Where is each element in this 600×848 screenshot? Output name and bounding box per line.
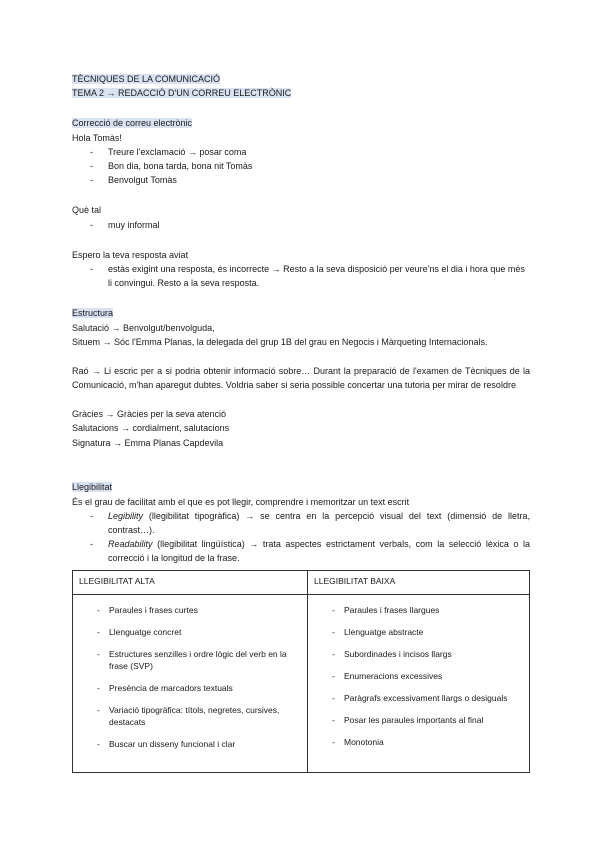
que-tal-list <box>72 218 530 232</box>
document-title: TÈCNIQUES DE LA COMUNICACIÓ <box>72 74 221 84</box>
column-header-baixa: LLEGIBILITAT BAIXA <box>308 571 530 595</box>
list-item: - Llenguatge abstracte <box>314 626 523 638</box>
list-item: - Paraules i frases llargues <box>314 604 523 616</box>
list-item: - Paraules i frases curtes <box>79 604 301 616</box>
section-heading-estructura: Estructura <box>72 308 114 318</box>
llegibilitat-table <box>72 570 530 773</box>
list-item <box>72 537 530 565</box>
list-item: - Paràgrafs excessivament llargs o desiguals <box>314 692 523 704</box>
cell-alta <box>73 595 308 773</box>
list-item: - Benvolgut Tomàs <box>72 173 530 187</box>
list-item: - Subordinades i incisos llargs <box>314 648 523 660</box>
readability-term: Readability <box>108 539 153 549</box>
list-item: - Monotonia <box>314 736 523 748</box>
que-tal-text: Què tal <box>72 205 102 215</box>
list-item: - Buscar un disseny funcional i clar <box>79 738 301 750</box>
legibility-desc: (llegibilitat tipogràfica) → se centra en la percepció visual del text (dimensió de lletra, contrast…). <box>108 511 530 535</box>
section-heading-llegibilitat: Llegibilitat <box>72 482 113 492</box>
situem-line: Situem → Sóc l'Emma Planas, la delegada del grup 1B del grau en Negocis i Màrqueting Internacionals. <box>72 337 488 347</box>
document-subtitle: TEMA 2 → REDACCIÓ D'UN CORREU ELECTRÒNIC <box>72 88 292 98</box>
list-item: - Presència de marcadors textuals <box>79 682 301 694</box>
salutacio-line: Salutació → Benvolgut/benvolguda, <box>72 322 215 333</box>
list-item: - Bon dia, bona tarda, bona nit Tomàs <box>72 159 530 173</box>
llegibilitat-list <box>72 509 530 565</box>
gracies-line: Gràcies → Gràcies per la seva atenció <box>72 408 227 419</box>
readability-desc: (llegibilitat lingüística) → trata aspectes estrictament verbals, com la selecció lèxica o la correcció i la longitud de la frase. <box>108 539 530 563</box>
salutacions-line: Salutacions → cordialment, salutacions <box>72 423 230 433</box>
document-page <box>72 72 530 565</box>
legibility-term: Legibility <box>108 511 144 521</box>
list-item <box>72 509 530 537</box>
espero-list <box>72 262 530 290</box>
espero-text: Espero la teva resposta aviat <box>72 249 189 260</box>
list-item: - Posar les paraules importants al final <box>314 714 523 726</box>
column-header-alta: LLEGIBILITAT ALTA <box>73 571 308 595</box>
list-item: - muy informal <box>72 218 530 232</box>
greeting-text: Hola Tomàs! <box>72 132 122 143</box>
rao-paragraph: Raó → Li escric per a si podria obtenir informació sobre… Durant la preparació de l'examen de Tècniques de la Comunicació, m'han aparegut dubtes. Voldria saber si seria possible concertar una tutoria per mirar de resoldre <box>72 365 530 390</box>
section-heading-correccio: Correcció de correu electrònic <box>72 118 193 128</box>
list-item: - Estructures senzilles i ordre lògic del verb en la frase (SVP) <box>79 648 301 672</box>
list-item: - Llenguatge concret <box>79 626 301 638</box>
list-item: - estàs exigint una resposta, és incorrecte → Resto a la seva disposició per veure'ns el dia i hora que més li convingui. Resto a la seva resposta. <box>72 262 530 290</box>
list-item: - Variació tipogràfica: títols, negretes, cursives, destacats <box>79 704 301 728</box>
list-item: - Enumeracions excessives <box>314 670 523 682</box>
list-item: - Treure l'exclamació → posar coma <box>72 145 530 159</box>
llegibilitat-definition: És el grau de facilitat amb el que es pot llegir, comprendre i memoritzar un text escrit <box>72 496 410 507</box>
greeting-list <box>72 145 530 187</box>
signatura-line: Signatura → Emma Planas Capdevila <box>72 437 224 448</box>
cell-baixa <box>308 595 530 773</box>
